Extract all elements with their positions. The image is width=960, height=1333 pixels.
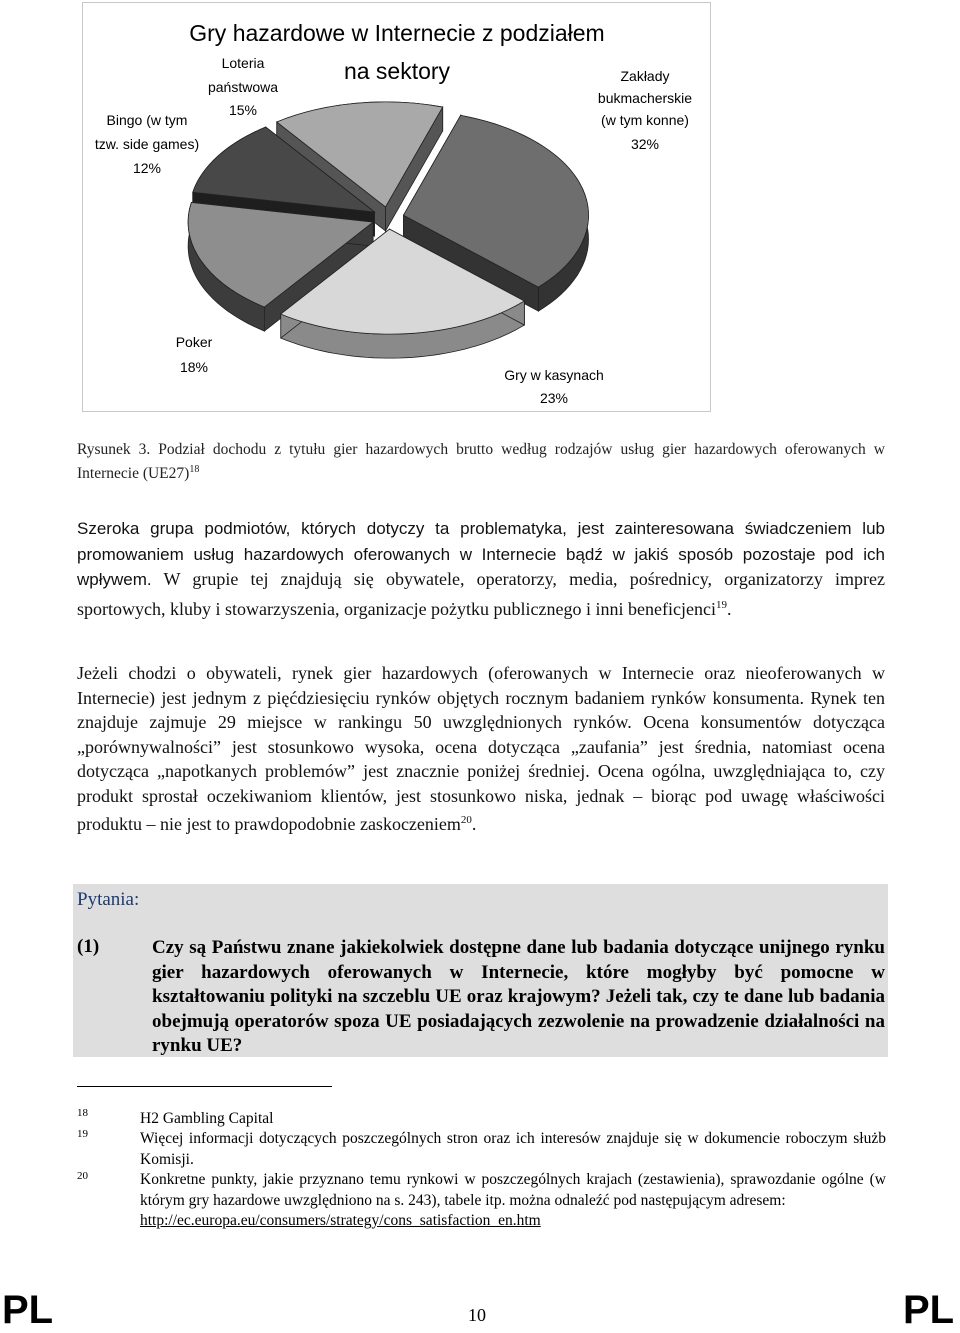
chart-title-line1: Gry hazardowe w Internecie z podziałem	[189, 20, 605, 46]
chart-title-line2: na sektory	[343, 58, 451, 84]
footnote-20-number: 20	[77, 1170, 88, 1182]
label-lottery-pct: 15%	[228, 102, 258, 118]
label-bookmakers-pct: 32%	[630, 136, 660, 152]
label-bookmakers-line1: Zakłady	[620, 68, 670, 84]
paragraph-stakeholders	[77, 516, 885, 621]
pie-chart-svg	[83, 3, 712, 413]
paragraph-stakeholders-end: .	[726, 598, 732, 619]
figure-caption	[77, 440, 885, 484]
question-text: Czy są Państwu znane jakiekolwiek dostępne dane lub badania dotyczące unijnego rynku gier hazardowych oferowanych w Internecie, które mogłyby być pomocne w kształtowaniu polityki na szczeblu UE oraz krajowym? Jeżeli tak, czy te dane lub badania obejmują operatorów spoza UE posiadających zezwolenie na prowadzenie działalności na rynku UE?	[152, 937, 885, 1057]
label-casino-line1: Gry w kasynach	[504, 367, 604, 383]
label-bingo-pct: 12%	[132, 160, 162, 176]
label-lottery-line2: państwowa	[207, 79, 279, 95]
paragraph-consumers-end: .	[471, 814, 477, 834]
label-lottery	[208, 55, 278, 118]
footnote-ref-20: 20	[460, 814, 472, 826]
footer-language-left: PL	[2, 1288, 54, 1332]
footnote-19-text: Więcej informacji dotyczących poszczególnych stron oraz ich interesów znajduje się w dokumencie roboczym służb Komisji.	[140, 1130, 886, 1168]
label-casino-pct: 23%	[539, 390, 569, 406]
pie-chart	[82, 2, 711, 412]
question-number: (1)	[77, 936, 100, 957]
footnote-20-block	[140, 1170, 886, 1232]
paragraph-stakeholders-serif: W grupie tej znajdują się obywatele, operatorzy, media, pośrednicy, organizatorzy imprez sportowych, kluby i stowarzyszenia, organizacje pożytku publicznego i inni beneficjenci	[77, 569, 885, 619]
label-bookmakers-line2: bukmacherskie	[597, 90, 693, 106]
label-bingo	[95, 112, 199, 176]
label-bingo-line1: Bingo (w tym	[106, 112, 188, 128]
footnote-18-text: H2 Gambling Capital	[140, 1110, 274, 1127]
paragraph-stakeholders-sans: Szeroka grupa podmiotów, których dotyczy ta problematyka, jest zainteresowana świadczeniem lub promowaniem usług hazardowych oferowanych w Internecie bądź w jakiś sposób pozostaje pod ich wpływem.	[77, 519, 885, 589]
label-bingo-line2: tzw. side games)	[94, 136, 200, 152]
label-casino	[504, 367, 604, 406]
figure-caption-text: Rysunek 3. Podział dochodu z tytułu gier hazardowych brutto według rodzajów usług gier hazardowych oferowanych w Internecie (UE27)	[77, 441, 885, 483]
footnote-20-link[interactable]: http://ec.europa.eu/consumers/strategy/cons_satisfaction_en.htm	[140, 1212, 541, 1229]
paragraph-consumers	[77, 661, 885, 837]
label-poker-pct: 18%	[179, 359, 209, 375]
label-poker	[176, 334, 213, 375]
page-number: 10	[468, 1305, 486, 1325]
label-poker-line1: Poker	[175, 334, 213, 350]
footnote-divider	[77, 1086, 332, 1087]
questions-heading: Pytania:	[77, 889, 140, 910]
footnote-20-text: Konkretne punkty, jakie przyznano temu rynkowi w poszczególnych krajach (zestawienia), sprawozdanie ogólne (w którym gry hazardowe uwzględniono na s. 243), tabele itp. można odnaleźć pod następującym adresem:	[140, 1171, 886, 1209]
label-bookmakers	[598, 68, 692, 152]
label-lottery-line1: Loteria	[221, 55, 265, 71]
footnote-18-number: 18	[77, 1107, 88, 1119]
label-bookmakers-line3: (w tym konne)	[601, 112, 689, 128]
footnote-ref-19: 19	[715, 598, 727, 611]
footnote-19-number: 19	[77, 1128, 88, 1140]
footnote-ref-18: 18	[189, 464, 200, 475]
footer-language-right: PL	[903, 1288, 955, 1332]
paragraph-consumers-text: Jeżeli chodzi o obywateli, rynek gier hazardowych (oferowanych w Internecie oraz nieoferowanych w Internecie) jest jednym z pięćdziesięciu rynków objętych rocznym badaniem rynków konsumenta. Rynek ten znajduje zajmuje 29 miejsce w rankingu 50 uwzględnionych rynków. Ocena konsumentów dotycząca „porównywalności” jest stosunkowo wysoka, ocena dotycząca „zaufania” jest średnia, natomiast ocena dotycząca „napotkanych problemów” jest znacznie poniżej średniej. Ocena ogólna, uwzględniająca to, czy produkt sprostał oczekiwaniom klientów, jest stosunkowo niska, jednak – biorąc pod uwagę właściwości produktu – nie jest to prawdopodobnie zaskoczeniem	[77, 663, 885, 834]
